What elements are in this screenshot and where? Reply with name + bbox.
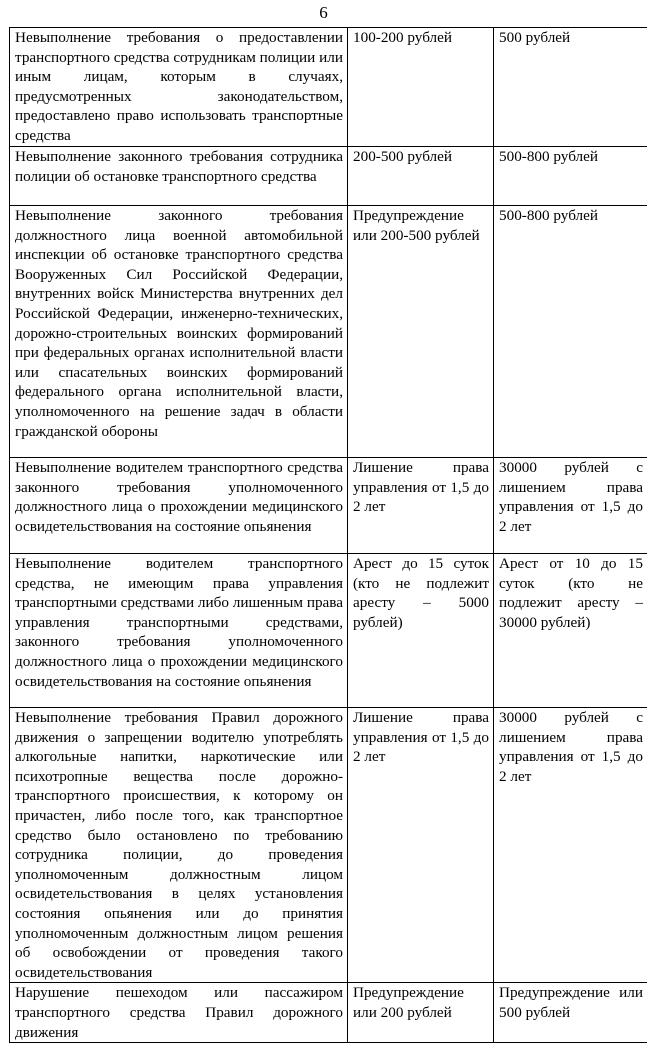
- violation-cell: Невыполнение требования о предоставлении транспортного средства сотрудникам полиции или иным лицам, которым в случаях, предусмотренных законодательством, предоставлено право использовать транспортные средства: [10, 28, 348, 147]
- penalty-new-cell: Предупреждение или 500 рублей: [494, 983, 647, 1043]
- penalty-old-cell: Предупреждение или 200 рублей: [348, 983, 494, 1043]
- table-row: [10, 983, 647, 1043]
- violation-cell: Невыполнение требования Правил дорожного движения о запрещении водителю употреблять алкогольные напитки, наркотические или психотропные вещества после дорожно-транспортного происшествия, к которому он причастен, либо после того, как транспортное средство было остановлено по требованию сотрудника полиции, до проведения уполномоченным должностным лицом освидетельствования в целях установления состояния опьянения или до принятия уполномоченным должностным лицом решения об освобождении от проведения такого освидетельствования: [10, 708, 348, 983]
- violation-cell: Невыполнение водителем транспортного средства законного требования уполномоченного должностного лица о прохождении медицинского освидетельствования на состояние опьянения: [10, 458, 348, 554]
- table-row: [10, 28, 647, 147]
- table-row: [10, 458, 647, 554]
- penalty-old-cell: Предупреждение или 200-500 рублей: [348, 206, 494, 458]
- fines-table: [9, 27, 647, 1043]
- page-number: 6: [0, 2, 647, 24]
- violation-cell: Невыполнение водителем транспортного средства, не имеющим права управления транспортными средствами либо лишенным права управления транспортными средствами, законного требования уполномоченного должностного лица о прохождении медицинского освидетельствования на состояние опьянения: [10, 554, 348, 708]
- table-row: [10, 147, 647, 206]
- penalty-old-cell: Лишение права управления от 1,5 до 2 лет: [348, 458, 494, 554]
- penalty-new-cell: 500 рублей: [494, 28, 647, 147]
- penalty-old-cell: 200-500 рублей: [348, 147, 494, 206]
- table-row: [10, 708, 647, 983]
- penalty-new-cell: 30000 рублей с лишением права управления от 1,5 до 2 лет: [494, 458, 647, 554]
- penalty-new-cell: Арест от 10 до 15 суток (кто не подлежит аресту – 30000 рублей): [494, 554, 647, 708]
- penalty-new-cell: 500-800 рублей: [494, 206, 647, 458]
- table-row: [10, 554, 647, 708]
- violation-cell: Невыполнение законного требования сотрудника полиции об остановке транспортного средства: [10, 147, 348, 206]
- penalty-old-cell: Арест до 15 суток (кто не подлежит аресту – 5000 рублей): [348, 554, 494, 708]
- penalty-new-cell: 500-800 рублей: [494, 147, 647, 206]
- penalty-new-cell: 30000 рублей с лишением права управления от 1,5 до 2 лет: [494, 708, 647, 983]
- table-row: [10, 206, 647, 458]
- penalty-old-cell: Лишение права управления от 1,5 до 2 лет: [348, 708, 494, 983]
- penalty-old-cell: 100-200 рублей: [348, 28, 494, 147]
- violation-cell: Невыполнение законного требования должностного лица военной автомобильной инспекции об остановке транспортного средства Вооруженных Сил Российской Федерации, внутренних войск Министерства внутренних дел Российской Федерации, инженерно-технических, дорожно-строительных воинских формирований при федеральных органах исполнительной власти или спасательных воинских формирований федерального органа исполнительной власти, уполномоченного на решение задач в области гражданской обороны: [10, 206, 348, 458]
- violation-cell: Нарушение пешеходом или пассажиром транспортного средства Правил дорожного движения: [10, 983, 348, 1043]
